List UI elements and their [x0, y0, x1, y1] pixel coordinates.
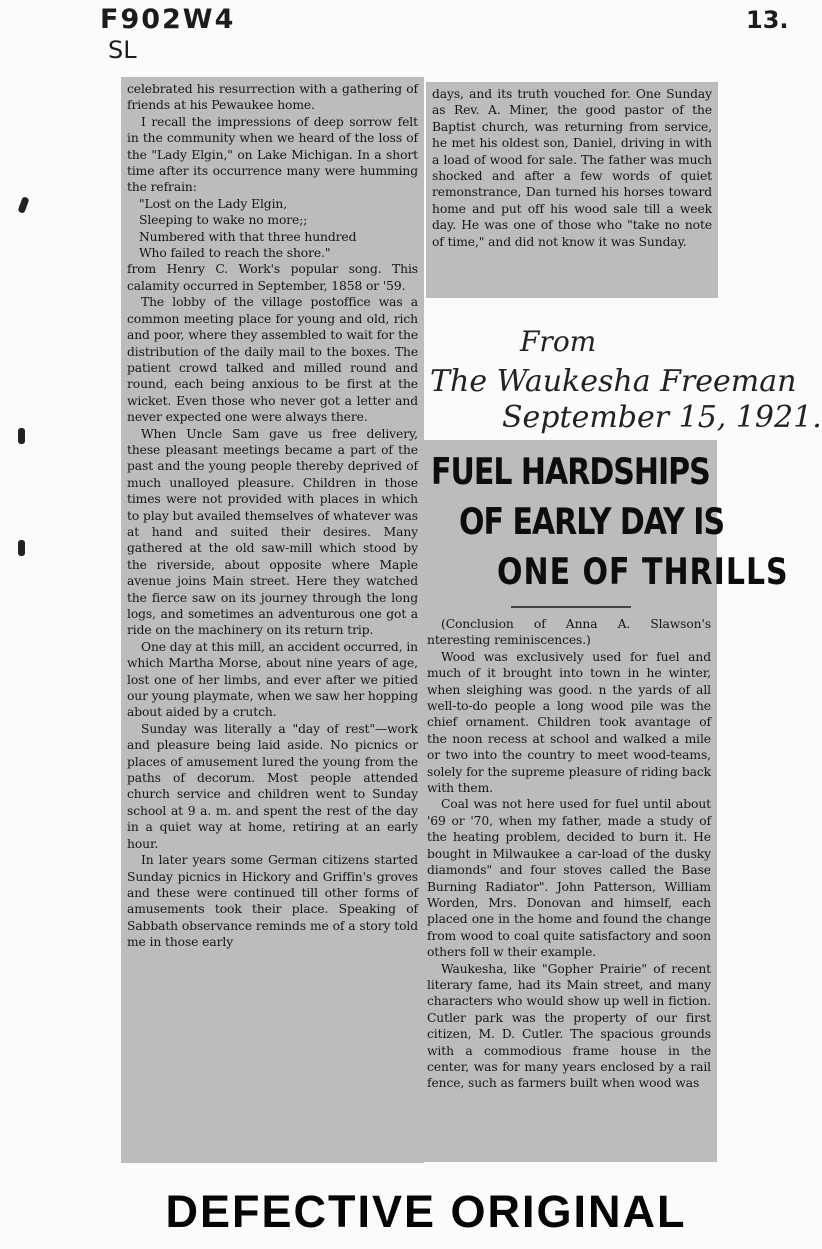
- clipping-left-column: [121, 77, 424, 1163]
- paragraph: Coal was not here used for fuel until about '69 or '70, when my father, made a study of the heating problem, decided to burn it. He bought in Milwaukee a car-load of the dusky diamonds" and four stoves called the Base Burning Radiator". John Patterson, William Worden, Mrs. Donovan and himself, each placed one in the home and found the change from wood to coal quite satisfactory and soon others foll w their example.: [427, 797, 711, 960]
- clipping-article: [421, 440, 789, 1162]
- source-note-date: September 15, 1921.: [502, 400, 822, 435]
- paragraph: The lobby of the village postoffice was a common meeting place for young and old, rich and poor, where they assembled to wait for the distribution of the daily mail to the boxes. The patient crowd talked and milled round and round, each being anxious to be first at the wicket. Even those who never got a letter and never expected one were always there.: [127, 295, 418, 425]
- call-number-annotation: F902W4: [100, 4, 236, 35]
- paragraph: I recall the impressions of deep sorrow felt in the community when we heard of the loss of the "Lady Elgin," on Lake Michigan. In a short time after its occurrence many were humming the refrain:: [127, 114, 418, 195]
- article-headline: [431, 448, 789, 598]
- paragraph: "Lost on the Lady Elgin,: [139, 196, 288, 211]
- margin-mark: [18, 428, 25, 444]
- paragraph: days, and its truth vouched for. One Sunday as Rev. A. Miner, the good pastor of the Baptist church, was returning from service, he met his oldest son, Daniel, driving in with a load of wood for sale. The father was much shocked and after a few words of quiet remonstrance, Dan turned his horses toward home and put off his wood sale till a week day. He was one of those who "take no note of time," and did not know it was Sunday.: [432, 87, 712, 249]
- paragraph: In later years some German citizens started Sunday picnics in Hickory and Griffin's groves and these were continued till other forms of amusements took their place. Speaking of Sabbath observance reminds me of a story told me in those early: [127, 853, 418, 950]
- defective-original-stamp: DEFECTIVE ORIGINAL: [165, 1186, 687, 1237]
- paragraph: from Henry C. Work's popular song. This calamity occurred in September, 1858 or '59.: [127, 262, 418, 293]
- sub-mark-annotation: SL: [108, 36, 137, 64]
- headline-line-1: FUEL HARDSHIPS: [431, 451, 710, 494]
- article-body: [427, 616, 711, 1092]
- left-column-text: [127, 81, 418, 951]
- paragraph: Who failed to reach the shore.": [139, 246, 331, 261]
- paragraph: Waukesha, like "Gopher Prairie" of recent literary fame, had its Main street, and many characters who would show up well in fiction. Cutler park was the property of our first citizen, M. D. Cutler. The spacious grounds with a commodious frame house in the center, was for many years enclosed by a rail fence, such as farmers built when wood was: [427, 961, 711, 1091]
- source-note-from: From: [520, 325, 597, 358]
- paragraph: Numbered with that three hundred: [139, 229, 357, 244]
- headline-divider: [511, 606, 631, 608]
- clipping-right-top: [426, 82, 718, 298]
- paragraph: One day at this mill, an accident occurred, in which Martha Morse, about nine years of age, lost one of her limbs, and ever after we pitied our young playmate, when we saw her hopping about aided by a crutch.: [127, 639, 419, 720]
- page-number: 13.: [746, 6, 789, 34]
- headline-line-3: ONE OF THRILLS: [497, 551, 789, 594]
- paragraph: Wood was exclusively used for fuel and much of it brought into town in he winter, when sleighing was good. n the yards of all well-to-do people a long wood pile was the chief ornament. Children took avantage of the noon recess at school and walked a mile or two into the country to meet wood-teams, solely for the supreme pleasure of riding back with them.: [427, 649, 711, 796]
- paragraph: celebrated his resurrection with a gathering of friends at his Pewaukee home.: [127, 82, 418, 113]
- margin-mark: [17, 196, 29, 213]
- source-note-paper: The Waukesha Freeman: [430, 364, 797, 399]
- paragraph: Sleeping to wake no more;;: [139, 213, 308, 228]
- right-top-column-text: [432, 86, 712, 250]
- headline-line-2: OF EARLY DAY IS: [459, 501, 725, 544]
- paragraph: (Conclusion of Anna A. Slawson's nteresting reminiscences.): [427, 617, 711, 648]
- paragraph: When Uncle Sam gave us free delivery, these pleasant meetings became a part of the past and the young people thereby deprived of much unalloyed pleasure. Children in those times were not provided with places in which to play but availed themselves of whatever was at hand and suited their desires. Many gathered at the old saw-mill which stood by the riverside, about opposite where Maple avenue joins Main street. Here they watched the fierce saw on its journey through the long logs, and sometimes an adventurous one got a ride on the machinery on its return trip.: [127, 426, 418, 638]
- paragraph: Sunday was literally a "day of rest"—work and pleasure being laid aside. No picnics or places of amusement lured the young from the paths of decorum. Most people attended church service and children went to Sunday school at 9 a. m. and spent the rest of the day in a quiet way at home, retiring at an early hour.: [127, 721, 418, 851]
- margin-mark: [18, 540, 25, 556]
